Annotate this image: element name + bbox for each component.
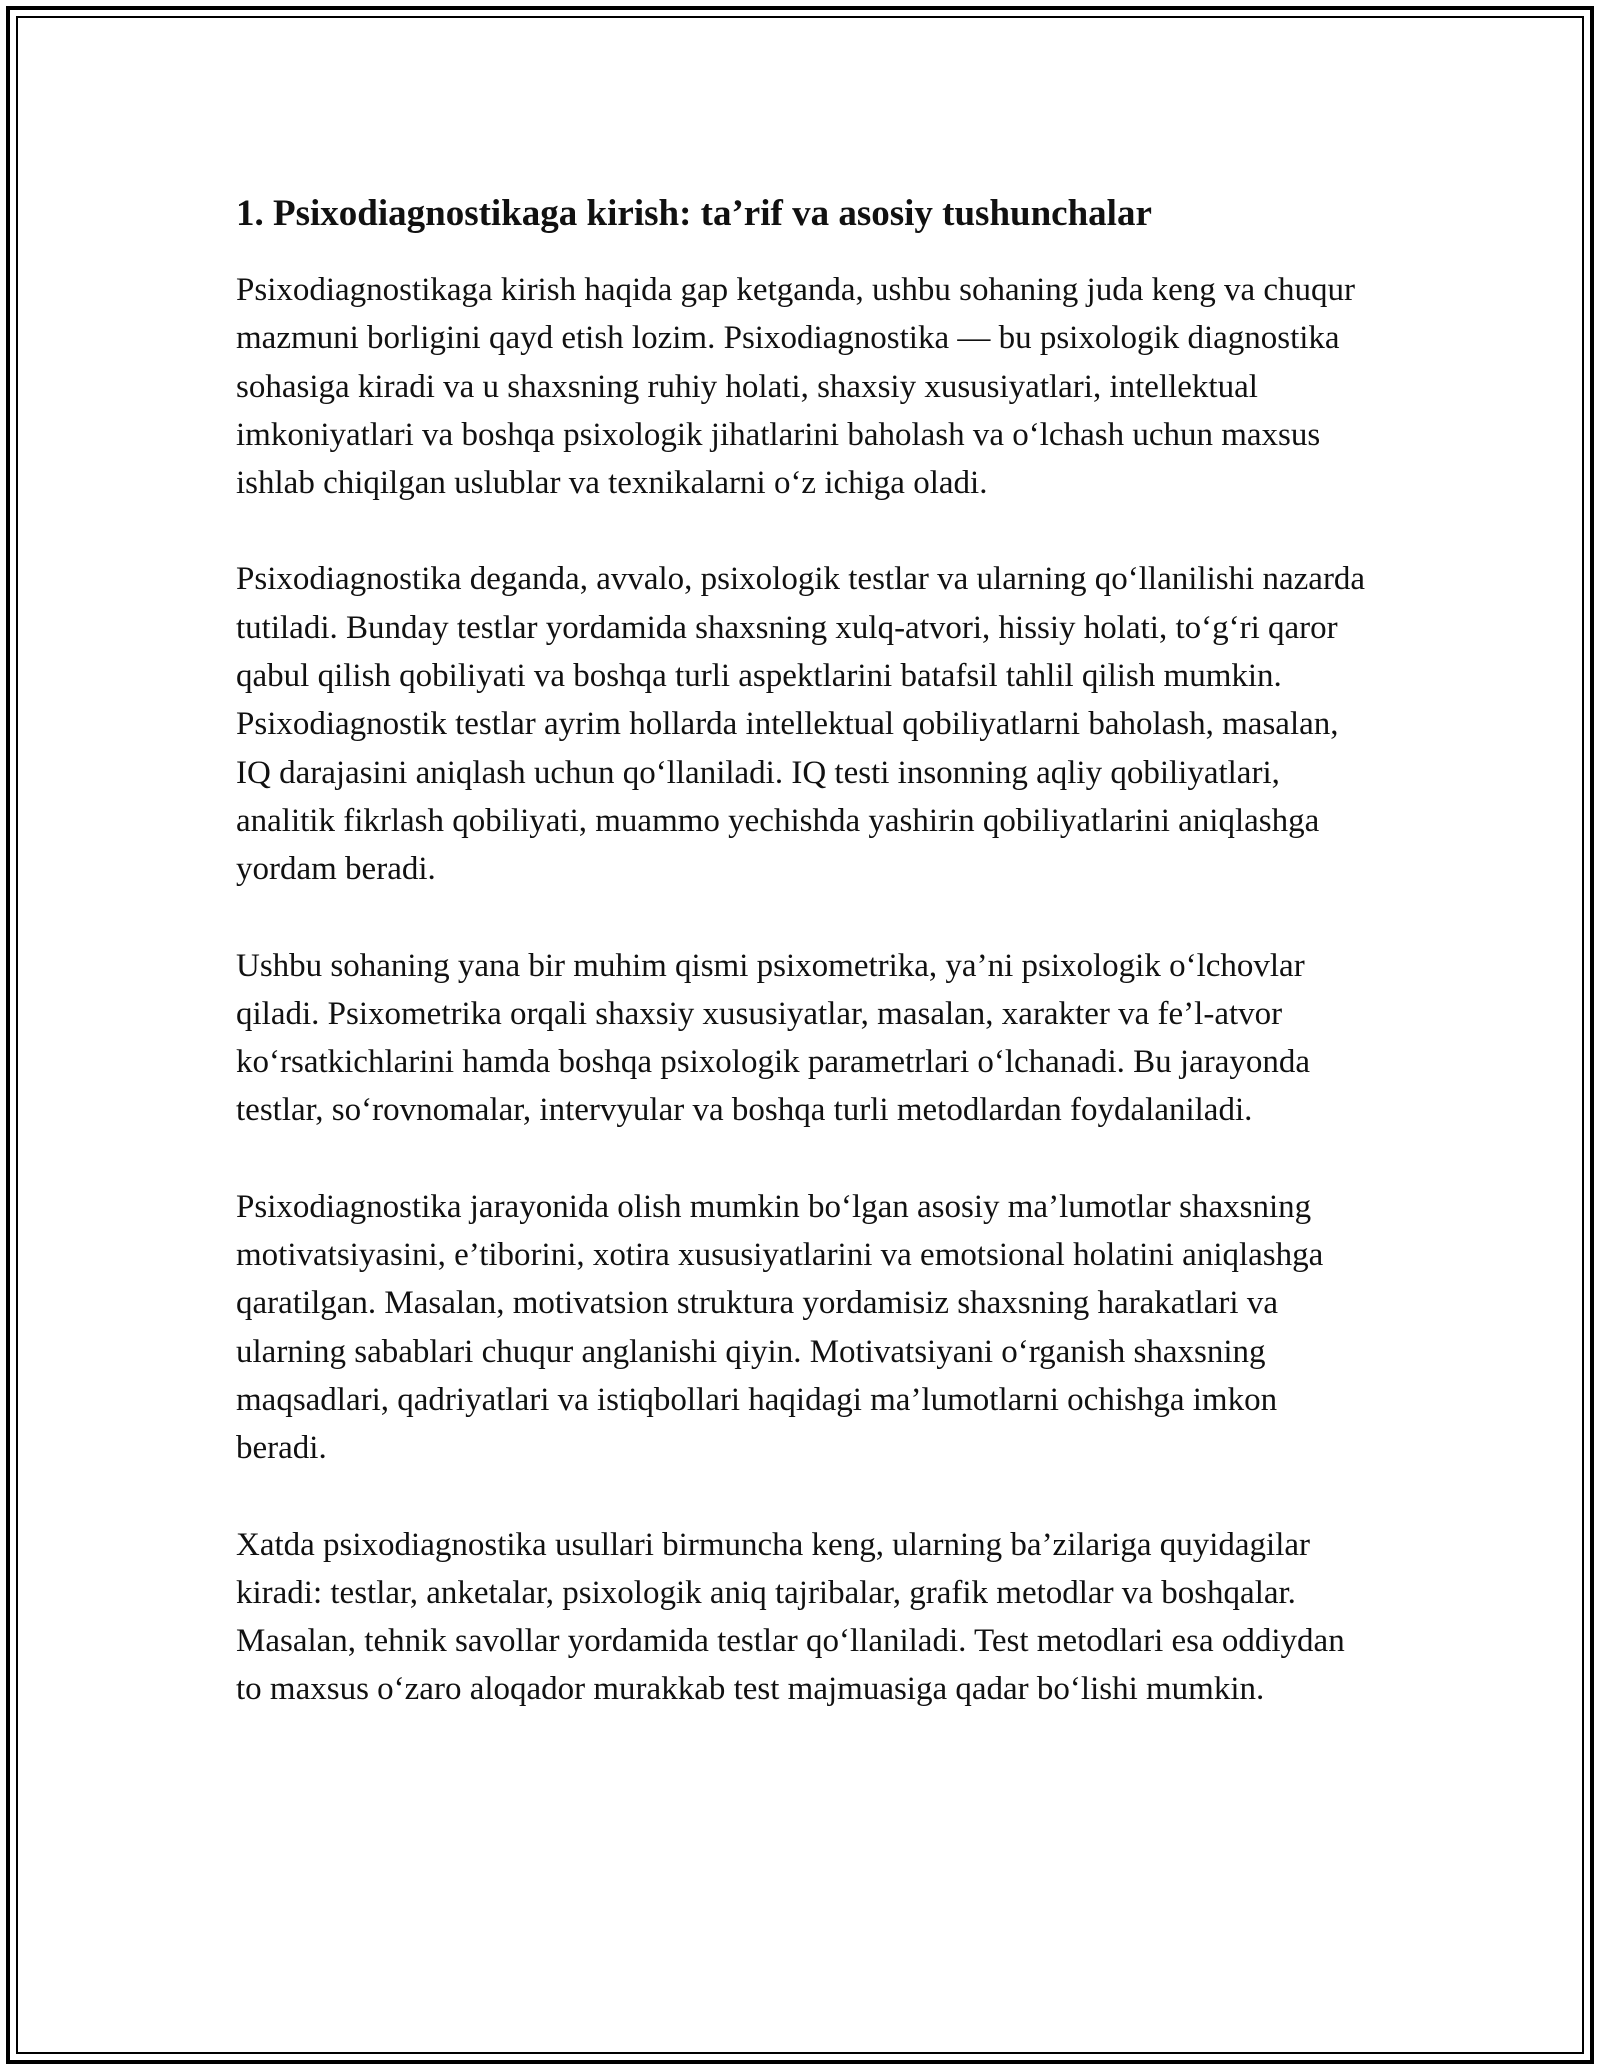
document-body	[236, 184, 1374, 1762]
paragraph-4: Psixodiagnostika jarayonida olish mumkin bo‘lgan asosiy ma’lumotlar shaxsning motivatsiyasini, e’tiborini, xotira xususiyatlarini va emotsional holatini aniqlashga qaratilgan. Masalan, motivatsion struktura yordamisiz shaxsning harakatlari va ularning sabablari chuqur anglanishi qiyin. Motivatsiyani o‘rganish shaxsning maqsadlari, qadriyatlari va istiqbollari haqidagi ma’lumotlarni ochishga imkon beradi.	[236, 1188, 1324, 1467]
paragraph-2: Psixodiagnostika deganda, avvalo, psixologik testlar va ularning qo‘llanilishi nazarda tutiladi. Bunday testlar yordamida shaxsning xulq-atvori, hissiy holati, to‘g‘ri qaror qabul qilish qobiliyati va boshqa turli aspektlarini batafsil tahlil qilish mumkin. Psixodiagnostik testlar ayrim hollarda intellektual qobiliyatlarni baholash, masalan, IQ darajasini aniqlash uchun qo‘llaniladi. IQ testi insonning aqliy qobiliyatlari, analitik fikrlash qobiliyati, muammo yechishda yashirin qobiliyatlarini aniqlashga yordam beradi.	[236, 561, 1366, 888]
paragraph-5: Xatda psixodiagnostika usullari birmuncha keng, ularning ba’zilariga quyidagilar kiradi: testlar, anketalar, psixologik aniq tajribalar, grafik metodlar va boshqalar. Masalan, tehnik savollar yordamida testlar qo‘llaniladi. Test metodlari esa oddiydan to maxsus o‘zaro aloqador murakkab test majmuasiga qadar bo‘lishi mumkin.	[236, 1526, 1345, 1708]
paragraph-3: Ushbu sohaning yana bir muhim qismi psixometrika, ya’ni psixologik o‘lchovlar qiladi. Psixometrika orqali shaxsiy xususiyatlar, masalan, xarakter va fe’l-atvor ko‘rsatkichlarini hamda boshqa psixologik parametrlari o‘lchanadi. Bu jarayonda testlar, so‘rovnomalar, intervyular va boshqa turli metodlardan foydalaniladi.	[236, 947, 1310, 1129]
paragraph-1: Psixodiagnostikaga kirish haqida gap ketganda, ushbu sohaning juda keng va chuqur mazmuni borligini qayd etish lozim. Psixodiagnostika — bu psixologik diagnostika sohasiga kiradi va u shaxsning ruhiy holati, shaxsiy xususiyatlari, intellektual imkoniyatlari va boshqa psixologik jihatlarini baholash va o‘lchash uchun maxsus ishlab chiqilgan uslublar va texnikalarni o‘z ichiga oladi.	[236, 272, 1356, 502]
section-heading: 1. Psixodiagnostikaga kirish: ta’rif va asosiy tushunchalar	[236, 193, 1152, 234]
